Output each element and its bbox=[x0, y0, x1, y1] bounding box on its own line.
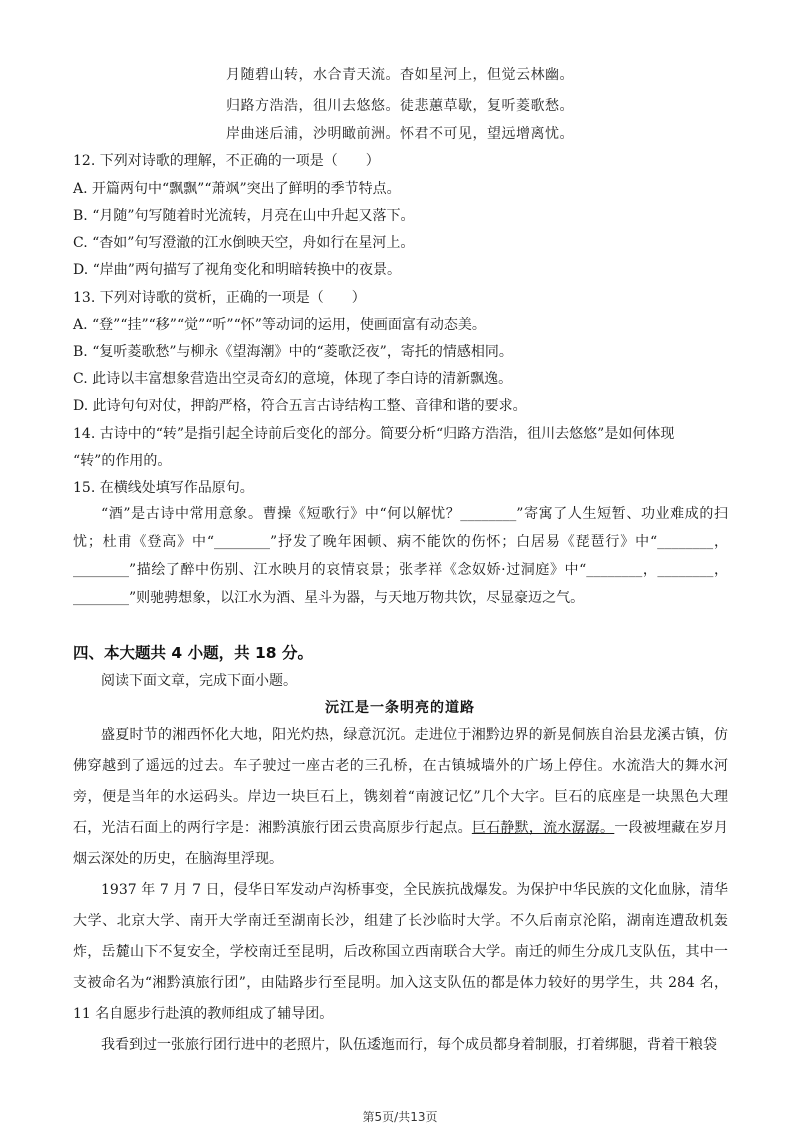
page-number: 第5页/共13页 bbox=[362, 1110, 438, 1124]
question-15-paragraph: “酒”是古诗中常用意象。曹操《短歌行》中“何以解忧？________”寄寓了人生短暂、功业难成的扫忧；杜甫《登高》中“________”抒发了晚年困顿、病不能饮的伤怀；白居易《琵琶行》中“________，________”描绘了醉中伤别、江水映月的哀情哀景；张孝祥《念奴娇·过洞庭》中“________，________，________”则驰骋想象，以江水为酒、星斗为器，与天地万物共饮，尽显豪迈之气。 bbox=[73, 506, 728, 606]
question-12-option-d: D. “岸曲”两句描写了视角变化和明暗转换中的夜景。 bbox=[73, 262, 401, 278]
question-12-option-b: B. “月随”句写随着时光流转，月亮在山中升起又落下。 bbox=[73, 208, 415, 224]
question-12-option-c: C. “杳如”句写澄澈的江水倒映天空，舟如行在星河上。 bbox=[73, 235, 415, 251]
underlined-sentence: 巨石静默，流水潺潺。 bbox=[471, 820, 615, 836]
article-paragraph-1-text: 盛夏时节的湘西怀化大地，阳光灼热，绿意沉沉。走进位于湘黔边界的新晃侗族自治县龙溪古镇，仿佛穿越到了遥远的过去。车子驶过一座古老的三孔桥，在古镇城墙外的广场上停住。水流浩大的舞水河旁，便是当年的水运码头。岸边一块巨石上，镌刻着“南渡记忆”几个大字。巨石的底座是一块黑色大理石，光洁石面上的两行字是：湘黔滇旅行团云贵高原步行起点。 bbox=[73, 727, 728, 836]
question-13-option-b: B. “复听菱歌愁”与柳永《望海潮》中的“菱歌泛夜”，寄托的情感相同。 bbox=[73, 344, 513, 360]
article-paragraph-3: 我看到过一张旅行团行进中的老照片，队伍逶迤而行，每个成员都身着制服，打着绑腿，背着干粮袋 bbox=[101, 1037, 717, 1053]
question-13-option-d: D. 此诗句句对仗，押韵严格，符合五言古诗结构工整、音律和谐的要求。 bbox=[73, 398, 527, 414]
article-title: 沅江是一条明亮的道路 bbox=[325, 700, 475, 716]
section-4-heading: 四、本大题共 4 小题，共 18 分。 bbox=[73, 644, 313, 662]
article-paragraph-1-end: 一段被埋藏在岁月烟云深处的历史，在脑海里浮现。 bbox=[73, 820, 729, 867]
question-13-option-c: C. 此诗以丰富想象营造出空灵奇幻的意境，体现了李白诗的清新飘逸。 bbox=[73, 371, 513, 387]
question-14-line-2: “转”的作用的。 bbox=[73, 453, 172, 469]
article-paragraph-1 bbox=[73, 720, 728, 875]
reading-instruction: 阅读下面文章，完成下面小题。 bbox=[101, 673, 297, 689]
poem-line-2: 归路方浩浩，徂川去悠悠。徒悲蕙草歇，复听菱歌愁。 bbox=[226, 98, 574, 114]
article-paragraph-2: 1937 年 7 月 7 日，侵华日军发动卢沟桥事变，全民族抗战爆发。为保护中华民族的文化血脉，清华大学、北京大学、南开大学南迁至湖南长沙，组建了长沙临时大学。不久后南京沦陷，湖南连遭敌机轰炸，岳麓山下不复安全，学校南迁至昆明，后改称国立西南联合大学。南迁的师生分成几支队伍，其中一支被命名为“湘黔滇旅行团”，由陆路步行至昆明。加入这支队伍的都是体力较好的男学生，共 284 名，11 名自愿步行赴滇的教师组成了辅导团。 bbox=[73, 882, 728, 1022]
question-14-line-1: 14. 古诗中的“转”是指引起全诗前后变化的部分。简要分析“归路方浩浩，徂川去悠悠”是如何体现 bbox=[73, 426, 675, 442]
question-13-stem: 13. 下列对诗歌的赏析，正确的一项是（ ） bbox=[73, 290, 366, 306]
question-15-stem: 15. 在横线处填写作品原句。 bbox=[73, 480, 254, 496]
article-body bbox=[73, 720, 728, 1061]
question-12-option-a: A. 开篇两句中“飘飘”“萧飒”突出了鲜明的季节特点。 bbox=[73, 181, 401, 197]
question-15-text bbox=[73, 500, 728, 612]
poem-line-3: 岸曲迷后浦，沙明瞰前洲。怀君不可见，望远增离忧。 bbox=[226, 126, 574, 142]
question-12-stem: 12. 下列对诗歌的理解，不正确的一项是（ ） bbox=[73, 153, 380, 169]
poem-line-1: 月随碧山转，水合青天流。杳如星河上，但觉云林幽。 bbox=[226, 67, 574, 83]
question-13-option-a: A. “登”“挂”“移”“觉”“听”“怀”等动词的运用，使画面富有动态美。 bbox=[73, 317, 486, 333]
